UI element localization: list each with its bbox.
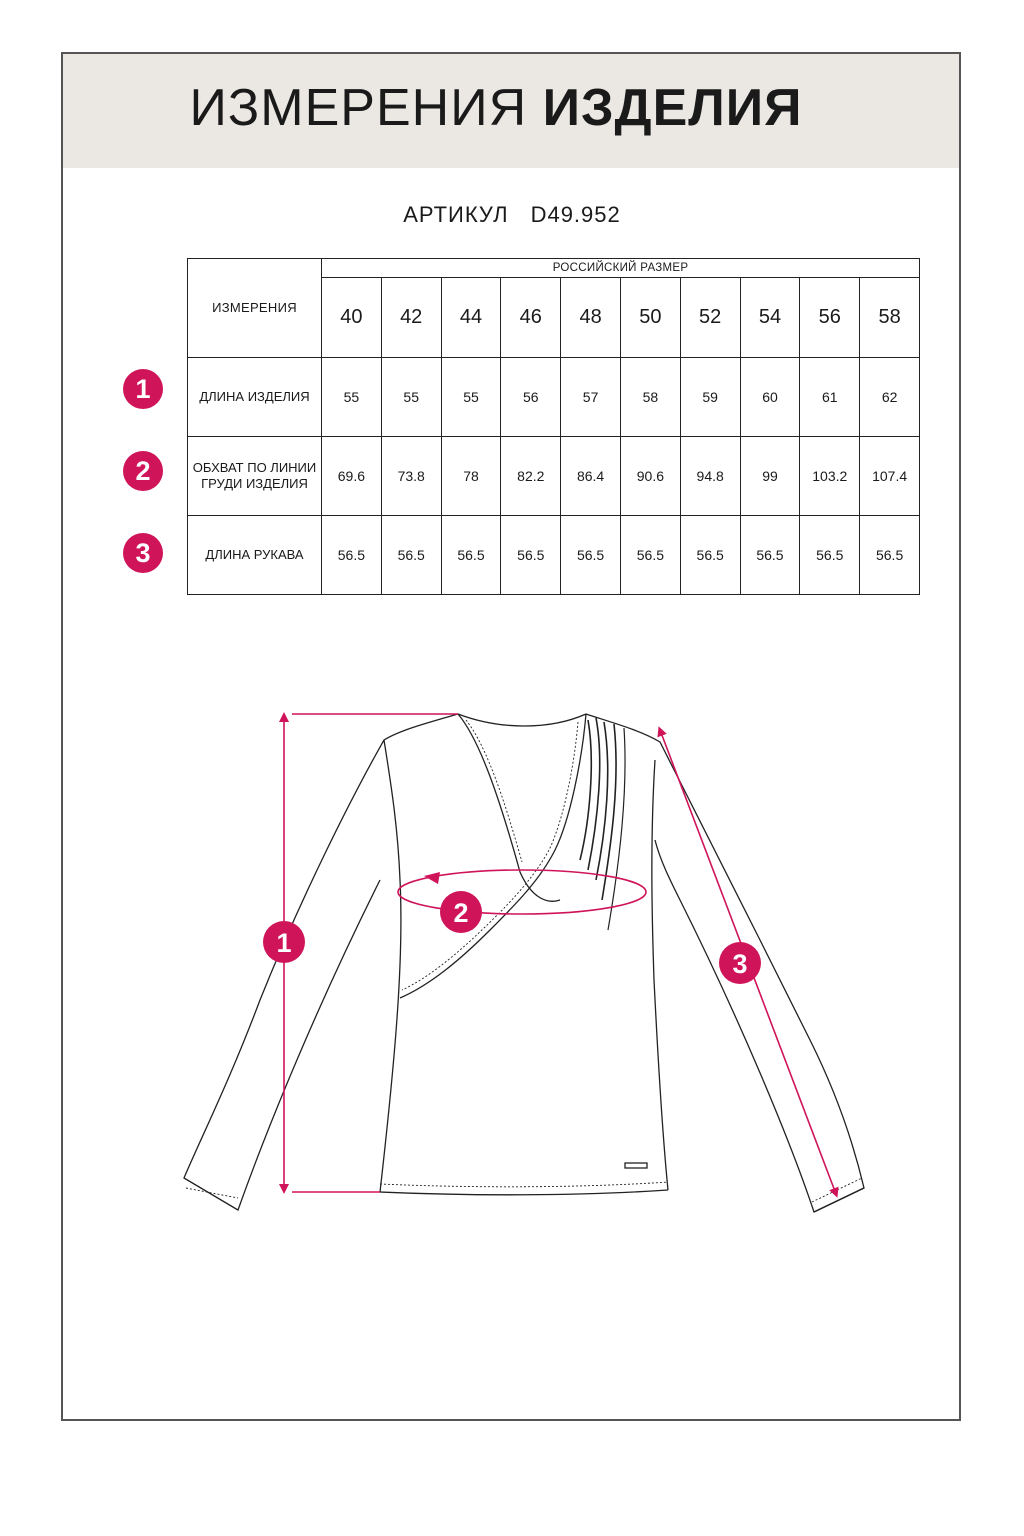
table-cell: 69.6 [322, 437, 382, 516]
table-cell: 59 [680, 358, 740, 437]
garment-outline [184, 714, 864, 1212]
table-cell: 56.5 [800, 516, 860, 595]
diagram-markers [263, 891, 761, 984]
size-header: 56 [800, 278, 860, 358]
row-label: ОБХВАТ ПО ЛИНИИ ГРУДИ ИЗДЕЛИЯ [188, 437, 322, 516]
title-bold: ИЗДЕЛИЯ [542, 79, 803, 137]
table-cell: 94.8 [680, 437, 740, 516]
marker-label: 2 [453, 898, 469, 928]
table-cell: 56.5 [740, 516, 800, 595]
garment-diagram [0, 680, 1024, 1240]
row-label: ДЛИНА ИЗДЕЛИЯ [188, 358, 322, 437]
measure-header: ИЗМЕРЕНИЯ [188, 259, 322, 358]
table-cell: 62 [860, 358, 920, 437]
table-cell: 58 [620, 358, 680, 437]
table-cell: 56.5 [680, 516, 740, 595]
size-header: 58 [860, 278, 920, 358]
title-regular: ИЗМЕРЕНИЯ [189, 79, 528, 137]
row-number-badge: 3 [123, 533, 163, 573]
table-cell: 57 [561, 358, 621, 437]
size-table [187, 258, 920, 595]
table-cell: 61 [800, 358, 860, 437]
table-cell: 60 [740, 358, 800, 437]
table-cell: 55 [381, 358, 441, 437]
table-cell: 73.8 [381, 437, 441, 516]
table-cell: 86.4 [561, 437, 621, 516]
table-cell: 55 [322, 358, 382, 437]
table-cell: 55 [441, 358, 501, 437]
size-header: 54 [740, 278, 800, 358]
table-cell: 56 [501, 358, 561, 437]
article-code: D49.952 [530, 202, 621, 227]
size-header: 44 [441, 278, 501, 358]
table-cell: 56.5 [322, 516, 382, 595]
size-header: 52 [680, 278, 740, 358]
table-cell: 82.2 [501, 437, 561, 516]
table-cell: 103.2 [800, 437, 860, 516]
table-row [188, 437, 920, 516]
marker-label: 3 [732, 949, 748, 979]
marker-label: 1 [276, 928, 292, 958]
article-line [0, 202, 1024, 228]
page-title [63, 78, 929, 138]
table-row [188, 516, 920, 595]
size-header: 40 [322, 278, 382, 358]
table-cell: 78 [441, 437, 501, 516]
article-label: АРТИКУЛ [403, 202, 509, 227]
size-header: 46 [501, 278, 561, 358]
size-header: 50 [620, 278, 680, 358]
table-cell: 56.5 [561, 516, 621, 595]
table-cell: 56.5 [860, 516, 920, 595]
table-cell: 56.5 [441, 516, 501, 595]
size-group-header: РОССИЙСКИЙ РАЗМЕР [322, 259, 920, 278]
row-label: ДЛИНА РУКАВА [188, 516, 322, 595]
table-cell: 56.5 [620, 516, 680, 595]
table-cell: 56.5 [501, 516, 561, 595]
row-number-badge: 2 [123, 451, 163, 491]
table-cell: 107.4 [860, 437, 920, 516]
table-cell: 90.6 [620, 437, 680, 516]
size-header: 42 [381, 278, 441, 358]
row-number-badge: 1 [123, 369, 163, 409]
table-row [188, 358, 920, 437]
table-cell: 99 [740, 437, 800, 516]
size-header: 48 [561, 278, 621, 358]
table-cell: 56.5 [381, 516, 441, 595]
